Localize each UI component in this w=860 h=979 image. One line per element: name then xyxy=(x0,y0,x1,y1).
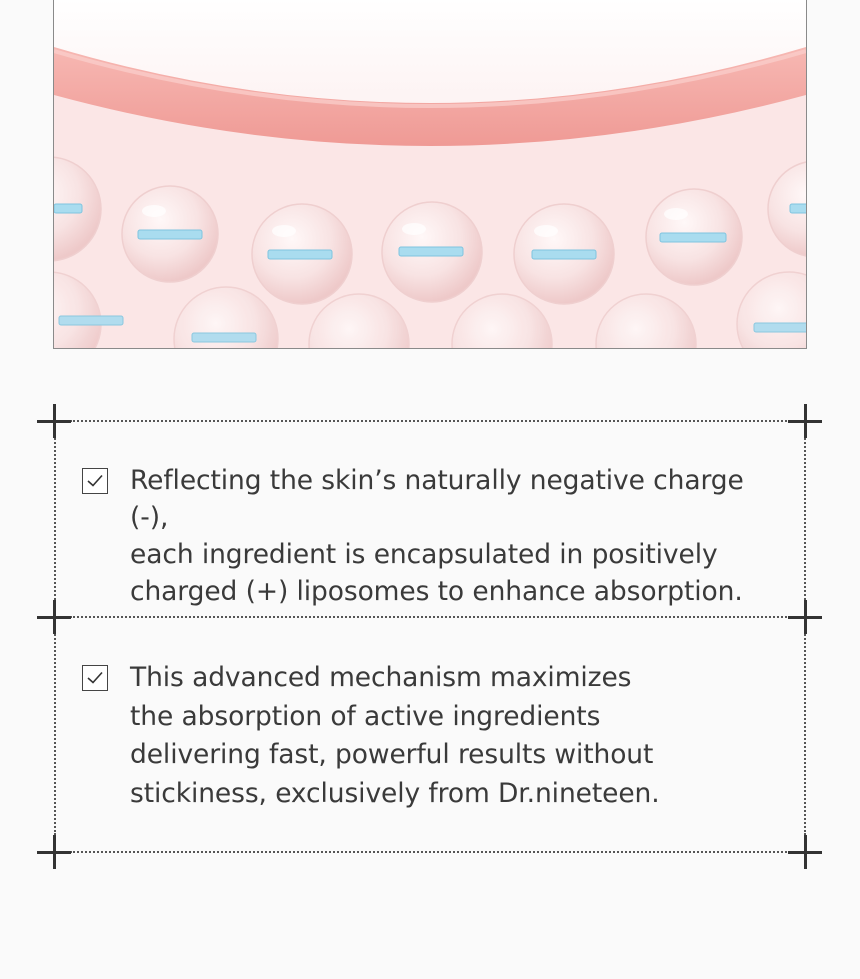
crosshair-icon xyxy=(788,404,822,438)
feature-text: Reflecting the skin’s naturally negative charge (-), each ingredient is encapsulated in positively charged (+) liposomes to enhance absorption. xyxy=(130,465,744,607)
frame-right-line xyxy=(804,435,806,835)
checkbox-checked-icon xyxy=(82,665,108,691)
frame-middle-line xyxy=(70,616,790,618)
crosshair-icon xyxy=(37,600,71,634)
liposome-skin-illustration-icon xyxy=(54,0,806,348)
crosshair-icon xyxy=(788,835,822,869)
liposome-illustration xyxy=(53,0,807,349)
frame-top-line xyxy=(70,420,790,422)
feature-text: This advanced mechanism maximizes the absorption of active ingredients delivering fast, powerful results without stickiness, exclusively from Dr.nineteen. xyxy=(130,662,660,809)
crosshair-icon xyxy=(788,600,822,634)
frame-left-line xyxy=(54,435,56,835)
frame-bottom-line xyxy=(70,851,790,853)
crosshair-icon xyxy=(37,404,71,438)
crosshair-icon xyxy=(37,835,71,869)
checkbox-checked-icon xyxy=(82,468,108,494)
